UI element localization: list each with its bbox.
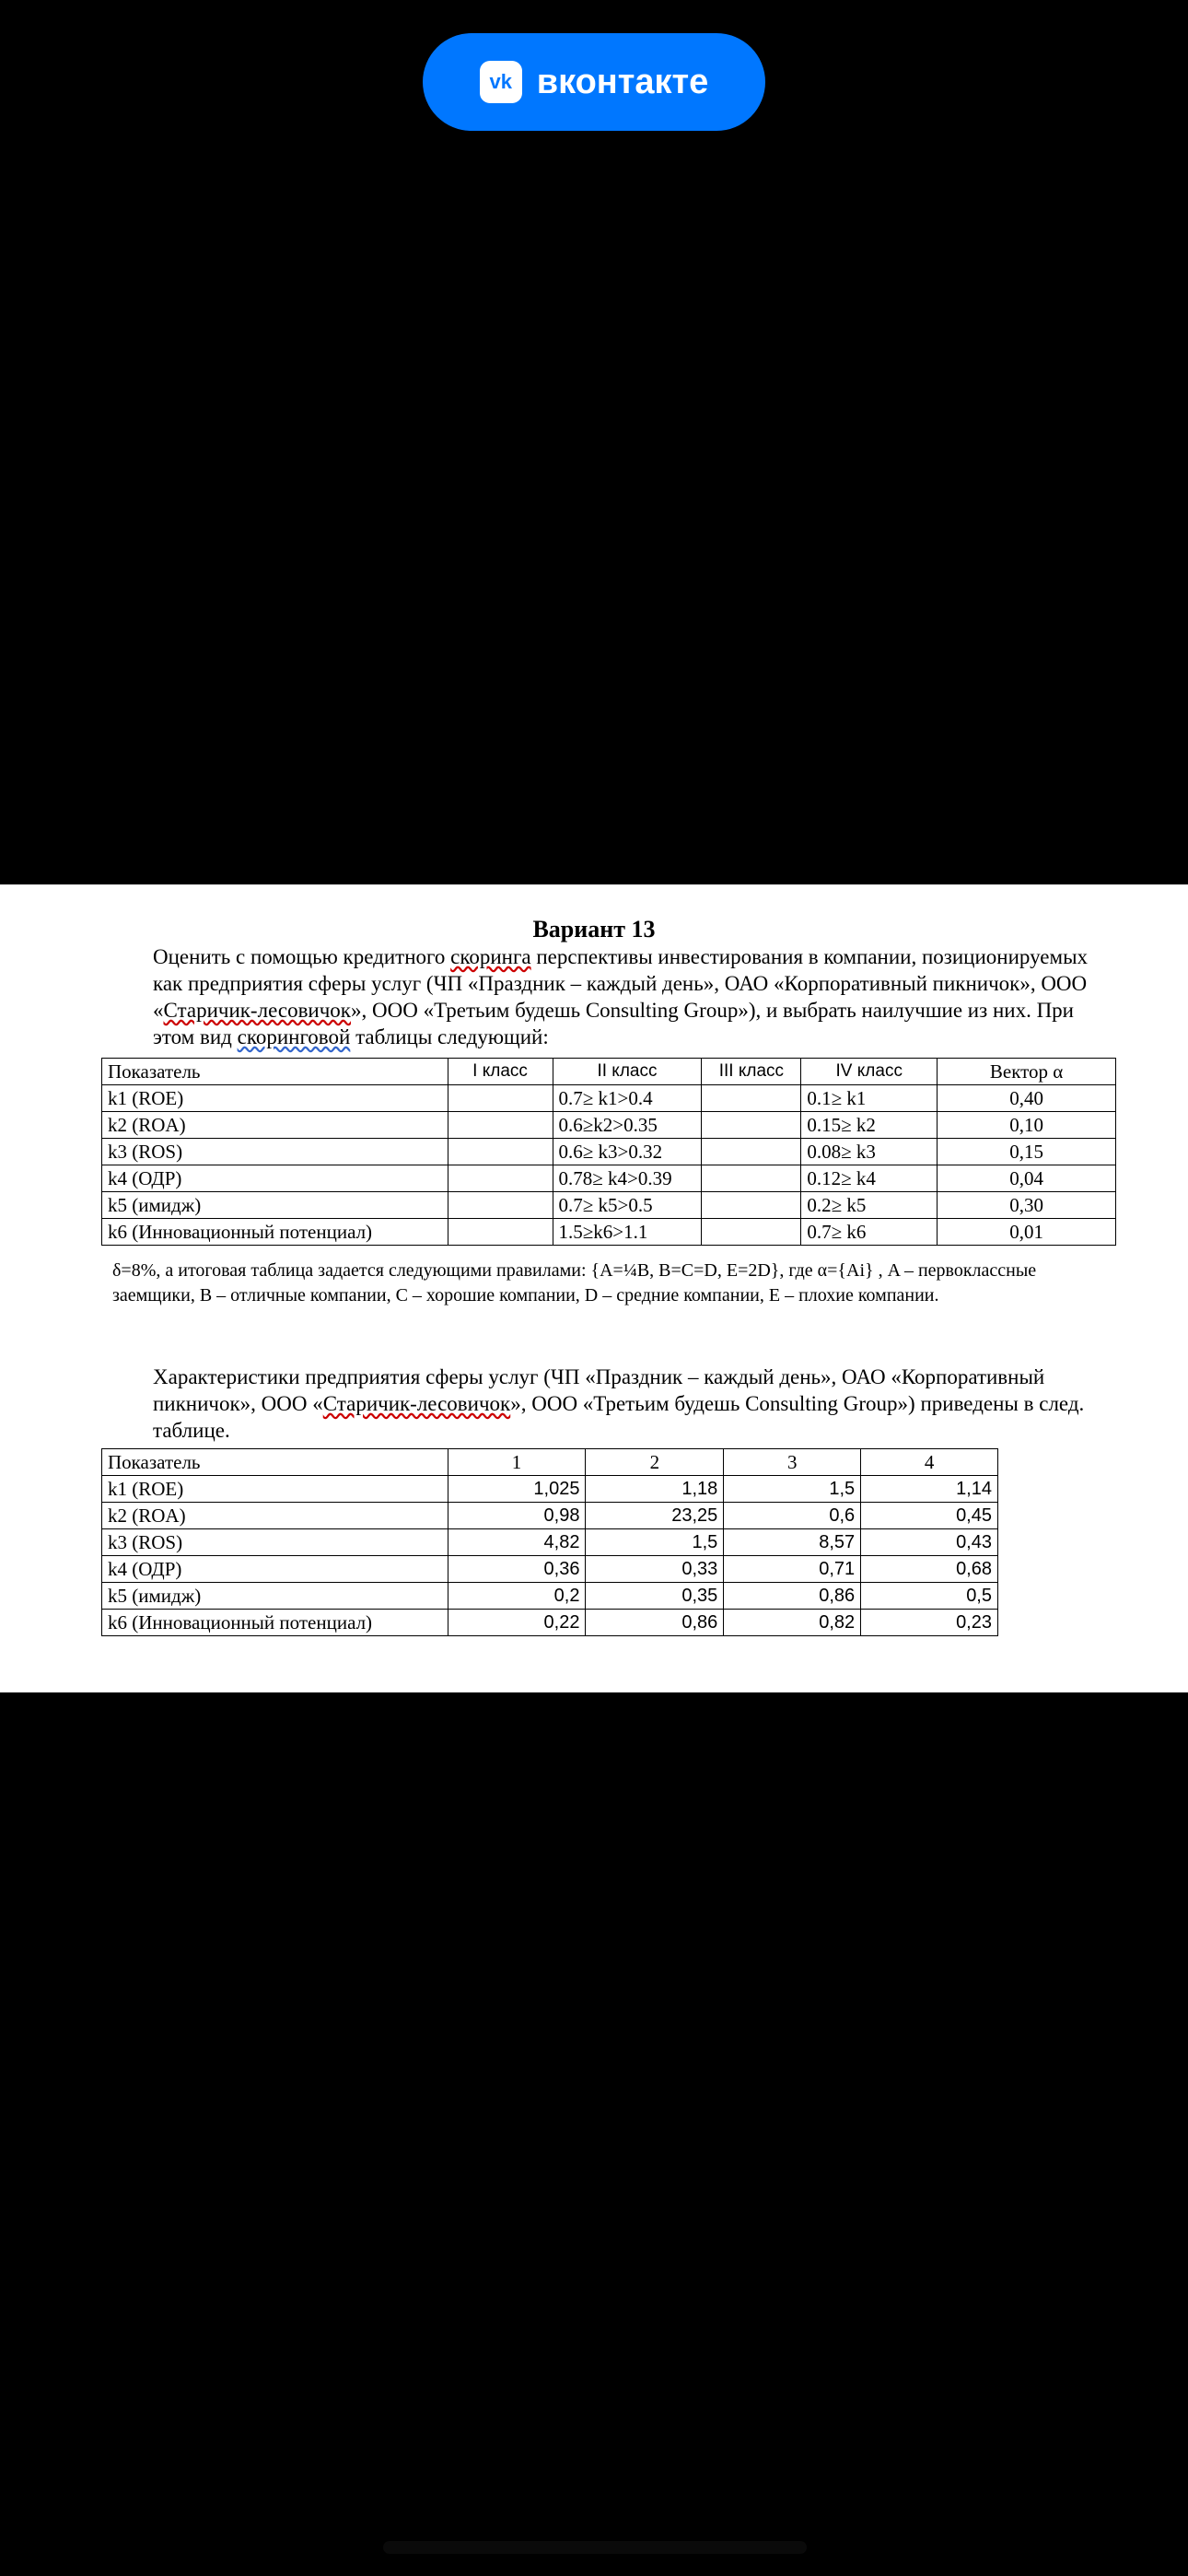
- table-row: k2 (ROA) 0,98 23,25 0,6 0,45: [102, 1503, 998, 1529]
- table-header: II класс: [553, 1059, 702, 1085]
- table-row: k5 (имидж) 0,2 0,35 0,86 0,5: [102, 1583, 998, 1610]
- data-table: [101, 1448, 998, 1636]
- table-row: k1 (ROE) 0.7≥ k1>0.4 0.1≥ k1 0,40: [102, 1085, 1116, 1112]
- table-header: Показатель: [102, 1059, 448, 1085]
- table-row: k1 (ROE) 1,025 1,18 1,5 1,14: [102, 1476, 998, 1503]
- share-vk-button[interactable]: [423, 33, 765, 131]
- home-indicator: [383, 2541, 807, 2554]
- intro-paragraph: Оценить с помощью кредитного скоринга перспективы инвестирования в компании, позиционируемых как предприятия сферы услуг (ЧП «Праздник – каждый день», ОАО «Корпоративный пикничок», ООО «Старичик-лесовичок», ООО «Третьим будешь Consulting Group»), и выбрать наилучшие из них. При этом вид скоринговой таблицы следующий:: [153, 945, 1089, 1048]
- table-row: k6 (Инновационный потенциал) 1.5≥k6>1.1 0.7≥ k6 0,01: [102, 1219, 1116, 1246]
- table-header: 3: [724, 1449, 861, 1476]
- table-header: III класс: [702, 1059, 801, 1085]
- share-vk-label: вконтакте: [536, 62, 709, 101]
- table-header: Показатель: [102, 1449, 448, 1476]
- table-header: 2: [586, 1449, 724, 1476]
- table-header-row: [102, 1059, 1116, 1085]
- table-header: IV класс: [801, 1059, 938, 1085]
- table-row: k6 (Инновационный потенциал) 0,22 0,86 0,82 0,23: [102, 1610, 998, 1636]
- table-header: 4: [861, 1449, 998, 1476]
- table-row: k4 (ОДР) 0.78≥ k4>0.39 0.12≥ k4 0,04: [102, 1165, 1116, 1192]
- table-header: 1: [448, 1449, 586, 1476]
- scoring-table: [101, 1058, 1116, 1246]
- vk-logo-icon: vk: [480, 61, 522, 103]
- table-row: k5 (имидж) 0.7≥ k5>0.5 0.2≥ k5 0,30: [102, 1192, 1116, 1219]
- table-row: k2 (ROA) 0.6≥k2>0.35 0.15≥ k2 0,10: [102, 1112, 1116, 1139]
- table-row: k3 (ROS) 0.6≥ k3>0.32 0.08≥ k3 0,15: [102, 1139, 1116, 1165]
- table-header-row: [102, 1449, 998, 1476]
- characteristics-paragraph: Характеристики предприятия сферы услуг (ЧП «Праздник – каждый день», ОАО «Корпоративный пикничок», ООО «Старичик-лесовичок», ООО «Третьим будешь Consulting Group») приведены в след. таблице.: [153, 1365, 1085, 1442]
- table-header: I класс: [448, 1059, 553, 1085]
- rules-paragraph: δ=8%, а итоговая таблица задается следующими правилами: {A=¼B, B=C=D, E=2D}, где α={Ai} , A – первоклассные заемщики, B – отличные компании, C – хорошие компании, D – средние компании, E – плохие компании.: [112, 1260, 1037, 1306]
- table-row: k3 (ROS) 4,82 1,5 8,57 0,43: [102, 1529, 998, 1556]
- page-title: Вариант 13: [532, 916, 656, 943]
- table-header: Вектор α: [938, 1059, 1116, 1085]
- document-image: [0, 884, 1188, 1692]
- table-row: k4 (ОДР) 0,36 0,33 0,71 0,68: [102, 1556, 998, 1583]
